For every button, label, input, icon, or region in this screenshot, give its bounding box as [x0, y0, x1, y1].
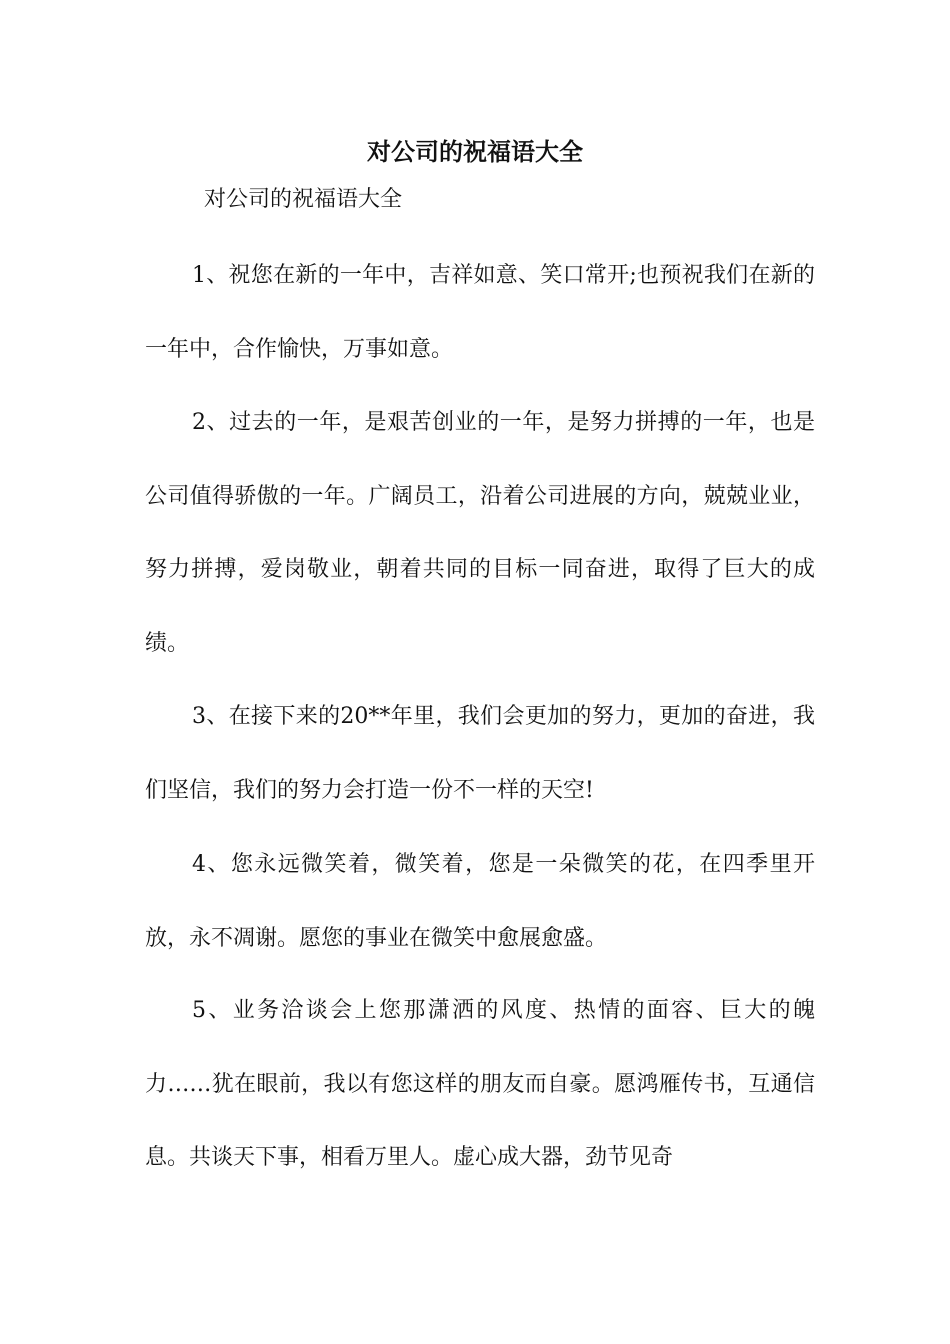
page-title: 对公司的祝福语大全 — [367, 137, 583, 166]
paragraph-5: 5、业务洽谈会上您那潇洒的风度、热情的面容、巨大的魄力……犹在眼前，我以有您这样的朋友而自豪。愿鸿雁传书，互通信息。共谈天下事，相看万里人。虚心成大器，劲节见奇 — [145, 998, 815, 1171]
paragraph-1: 1、祝您在新的一年中，吉祥如意、笑口常开;也预祝我们在新的一年中，合作愉快，万事如意。 — [145, 263, 815, 362]
paragraph-4: 4、您永远微笑着，微笑着，您是一朵微笑的花，在四季里开放，永不凋谢。愿您的事业在微笑中愈展愈盛。 — [145, 852, 815, 951]
paragraph-2: 2、过去的一年，是艰苦创业的一年，是努力拼搏的一年，也是公司值得骄傲的一年。广阔员工，沿着公司进展的方向，兢兢业业，努力拼搏，爱岗敬业，朝着共同的目标一同奋进，取得了巨大的成绩。 — [145, 410, 815, 656]
paragraph-3: 3、在接下来的20**年里，我们会更加的努力，更加的奋进，我们坚信，我们的努力会打造一份不一样的天空! — [145, 704, 815, 803]
page-subtitle: 对公司的祝福语大全 — [204, 187, 403, 212]
